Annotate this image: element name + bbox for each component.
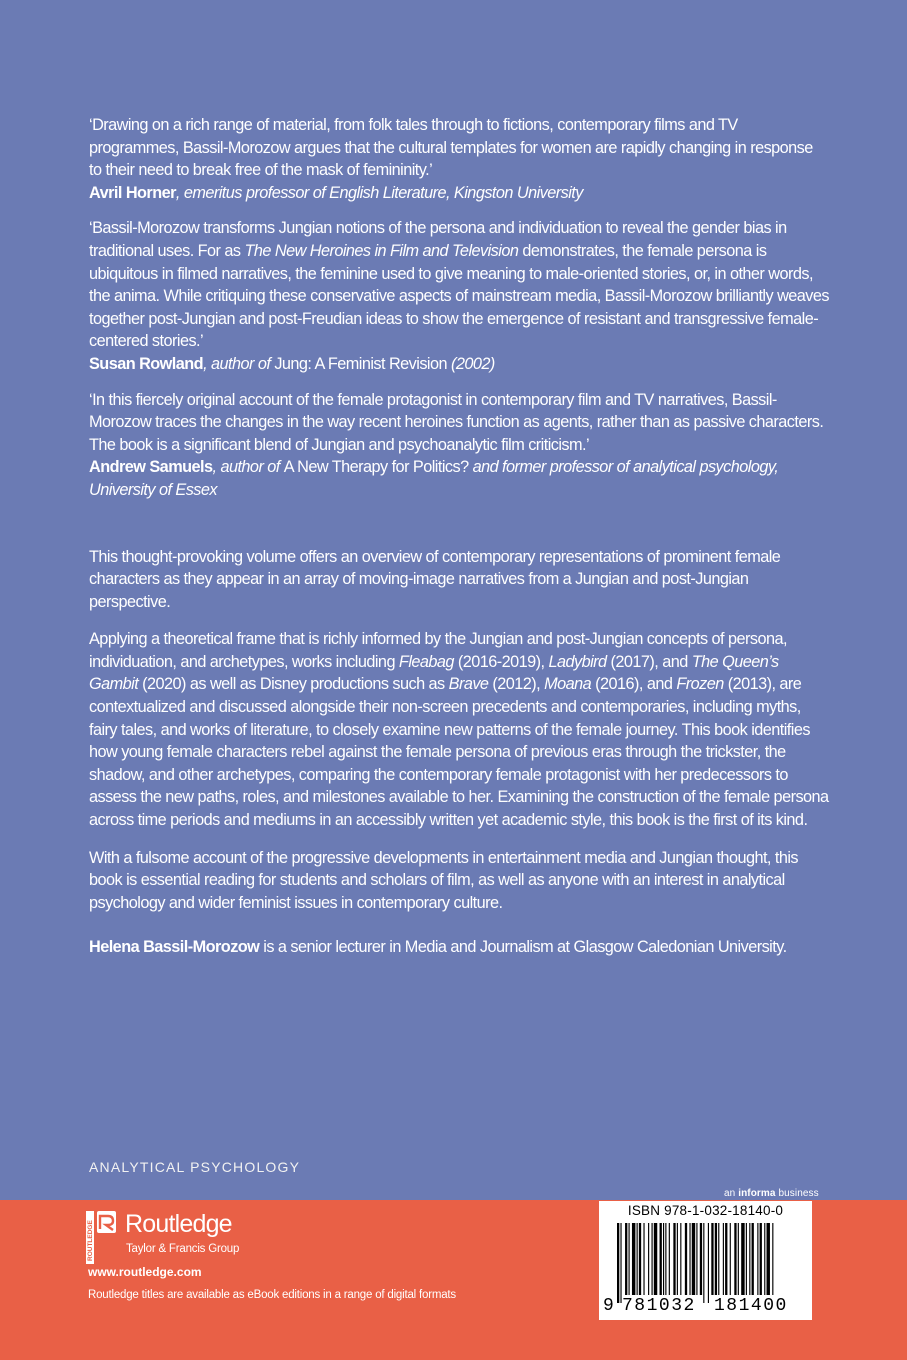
title-fleabag: Fleabag — [398, 652, 454, 671]
barcode-bar — [767, 1223, 770, 1295]
barcode-bar — [703, 1223, 704, 1303]
informa-suffix: business — [775, 1188, 819, 1199]
informa-prefix: an — [724, 1188, 739, 1199]
barcode-bar — [632, 1223, 635, 1295]
review-2-aff-a: , author of — [203, 354, 275, 373]
title-ladybird: Ladybird — [548, 652, 607, 671]
author-bio — [89, 936, 829, 959]
description-paragraph-2 — [89, 628, 829, 831]
review-3-aff-title: A New Therapy for Politics? — [283, 458, 469, 477]
informa-brand: informa — [738, 1188, 776, 1199]
isbn-group-1: 781032 — [622, 1296, 696, 1316]
barcode-bar — [617, 1223, 619, 1303]
barcode-bar — [741, 1223, 744, 1295]
barcode-bar — [700, 1223, 702, 1295]
barcode-bar — [673, 1223, 675, 1295]
barcode-bar — [734, 1223, 736, 1295]
review-3-author: Andrew Samuels — [89, 458, 213, 477]
barcode-bar — [752, 1223, 754, 1295]
barcode-bar — [665, 1223, 666, 1295]
review-2-quote-a: ‘Bassil-Morozow transforms Jungian notions of the persona and individuation to reveal the gender bias in traditional uses. For as — [89, 219, 787, 260]
publisher-group: Taylor & Francis Group — [126, 1243, 240, 1255]
barcode-bar — [654, 1223, 657, 1295]
description-paragraph-3: With a fulsome account of the progressive developments in entertainment media and Jungian thought, this book is essential reading for students and scholars of film, as well as anyone with an interest in analytical psychology and wider feminist issues in contemporary culture. — [89, 848, 799, 912]
barcode-bar — [663, 1223, 664, 1295]
barcode-bar — [625, 1223, 627, 1295]
informa-business — [724, 1188, 819, 1199]
review-2-author: Susan Rowland — [89, 354, 204, 373]
barcode-bar — [652, 1223, 653, 1295]
review-2-quote-title: The New Heroines in Film and Television — [244, 241, 519, 260]
barcode-bar — [629, 1223, 630, 1295]
barcode-bar — [725, 1223, 727, 1295]
review-3-aff-a: , author of — [212, 458, 284, 477]
barcode-bar — [708, 1223, 709, 1303]
review-1-author: Avril Horner — [89, 183, 176, 202]
barcode-bar — [677, 1223, 678, 1295]
series-label: ANALYTICAL PSYCHOLOGY — [89, 1159, 301, 1175]
review-1 — [89, 114, 829, 204]
publisher-url[interactable]: www.routledge.com — [88, 1265, 202, 1279]
barcode-bar — [685, 1223, 687, 1295]
barcode-bar — [648, 1223, 649, 1295]
barcode-bar — [680, 1223, 681, 1295]
logo-text: ROUTLEDGE — [87, 1220, 94, 1261]
description-paragraph-1: This thought-provoking volume offers an overview of contemporary representations of prominent female characters as they appear in an array of moving-image narratives from a Jungian and post-Jungian perspective. — [89, 547, 781, 611]
desc2-text: (2017), and — [606, 652, 692, 671]
barcode-bar — [718, 1223, 719, 1295]
isbn-label: ISBN 978-1-032-18140-0 — [627, 1203, 784, 1218]
isbn-first-digit: 9 — [603, 1296, 614, 1316]
barcode-bar — [639, 1223, 641, 1295]
back-cover-text — [89, 114, 829, 959]
barcode-bar — [772, 1223, 773, 1295]
review-3-quote: ‘In this fiercely original account of the female protagonist in contemporary film and TV narratives, Bassil-Morozow traces the changes in the way recent heroines function as agents, rather than as passive characters. The book is a significant blend of Jungian and psychoanalytic film criticism.’ — [89, 390, 824, 454]
desc2-text: (2013), are contextualized and discussed alongside their non-screen precedents and contemporaries, including myths, fairy tales, and works of literature, to closely examine new patterns of the female journey. This book identifies how young female characters rebel against the female persona of previous eras through the trickster, the shadow, and other archetypes, comparing the contemporary female protagonist with her predecessors to assess the new paths, roles, and milestones available to her. Examining the construction of the female persona across time periods and mediums in an accessibly written yet academic style, this book is the first of its kind. — [89, 675, 829, 830]
author-bio-text: is a senior lecturer in Media and Journalism at Glasgow Caledonian University. — [259, 938, 787, 957]
barcode-bar — [723, 1223, 724, 1295]
review-1-affiliation: , emeritus professor of English Literature, Kingston University — [175, 183, 583, 202]
title-brave: Brave — [448, 675, 489, 694]
barcode-bar — [620, 1223, 621, 1303]
author-name: Helena Bassil-Morozow — [89, 938, 260, 957]
desc2-text: (2016-2019), — [453, 652, 549, 671]
barcode-bar — [730, 1223, 731, 1295]
review-3 — [89, 389, 829, 502]
barcode-bar — [643, 1223, 644, 1295]
barcode-bar — [660, 1223, 662, 1295]
desc2-text: (2016), and — [591, 675, 677, 694]
barcode-bar — [637, 1223, 638, 1295]
title-frozen: Frozen — [676, 675, 724, 694]
barcode-bar — [749, 1223, 750, 1295]
barcode-bar — [715, 1223, 717, 1295]
barcode-bar — [738, 1223, 739, 1295]
review-2-quote-b: demonstrates, the female persona is ubiquitous in filmed narratives, the feminine used to give meaning to male-oriented stories, or, in other words, the anima. While critiquing these conservative aspects of mainstream media, Bassil-Morozow brilliantly weaves together post-Jungian and post-Freudian ideas to show the emergence of resistant and transgressive female-centered stories.’ — [89, 241, 829, 351]
barcode-bar — [692, 1223, 695, 1295]
desc2-text: (2012), — [488, 675, 545, 694]
isbn-barcode — [599, 1201, 812, 1320]
barcode-bar — [669, 1223, 670, 1295]
barcode-bar — [689, 1223, 690, 1295]
title-moana: Moana — [544, 675, 592, 694]
publisher-name: Routledge — [125, 1210, 232, 1238]
isbn-group-2: 181400 — [714, 1296, 788, 1316]
routledge-logo-icon — [86, 1211, 116, 1264]
ebook-note: Routledge titles are available as eBook editions in a range of digital formats — [88, 1289, 456, 1301]
review-2-aff-title: Jung: A Feminist Revision — [274, 354, 447, 373]
barcode-bar — [764, 1223, 765, 1295]
barcode-bar — [757, 1223, 758, 1295]
desc2-text: Applying a theoretical frame that is richly informed by the Jungian and post-Jungian concepts of persona, individuation, and archetypes, works including — [89, 630, 787, 671]
review-2 — [89, 217, 829, 375]
review-2-aff-b: (2002) — [447, 354, 495, 373]
desc2-text: (2020) as well as Disney productions such as — [138, 675, 449, 694]
review-3-aff-b: and former professor of analytical psychology, University of Essex — [89, 458, 779, 499]
title-queens-gambit: The Queen’s Gambit — [89, 652, 779, 694]
barcode-bar — [760, 1223, 762, 1295]
barcode-bar — [711, 1223, 713, 1295]
barcode-bar — [746, 1223, 747, 1295]
review-1-quote: ‘Drawing on a rich range of material, from folk tales through to fictions, contemporary films and TV programmes, Bassil-Morozow argues that the cultural templates for women are rapidly changing in response to their need to break free of the mask of femininity.’ — [89, 116, 813, 180]
barcode-bar — [696, 1223, 697, 1295]
